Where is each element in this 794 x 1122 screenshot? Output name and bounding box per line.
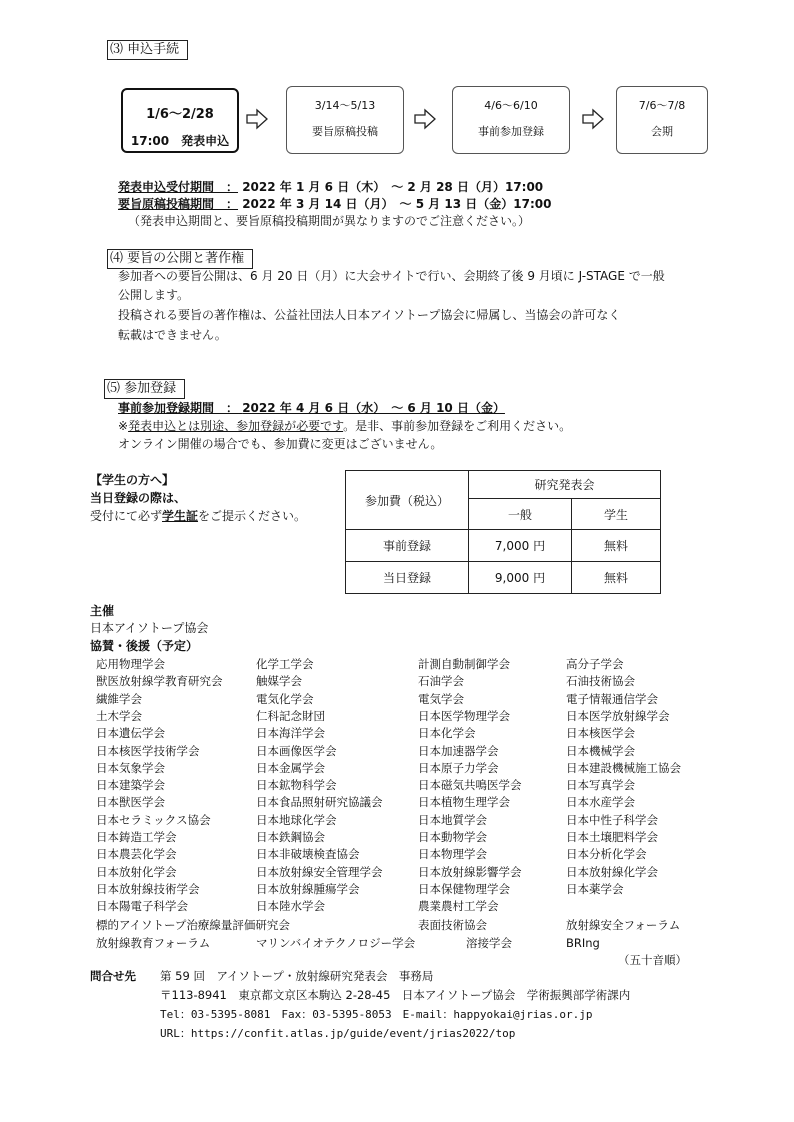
fee-header-group: 研究発表会: [469, 471, 661, 499]
organizer-item: 日本分析化学会: [566, 847, 647, 862]
organizer-item: 電気学会: [418, 691, 464, 706]
section-heading-application: ⑶ 申込手続: [107, 40, 188, 60]
abstract-period: [118, 196, 552, 213]
presentation-period: [118, 179, 543, 196]
organizer-item: 日本磁気共鳴医学会: [418, 778, 522, 793]
organizer-item: 日本医学物理学会: [418, 708, 510, 723]
organizer-item: 日本物理学会: [418, 847, 487, 862]
organizer-item: 日本海洋学会: [256, 726, 325, 741]
organizer-item: 農業農村工学会: [418, 899, 499, 914]
organizer-item: 日本水産学会: [566, 795, 635, 810]
student-line-2c: をご提示ください。: [198, 509, 307, 523]
student-id-card: 学生証: [162, 509, 199, 523]
fee-row-label: 事前登録: [346, 530, 469, 562]
host-name: 日本アイソトープ協会: [90, 621, 209, 635]
copyright-text-2: 公開します。: [118, 288, 190, 302]
organizer-item: 日本核医学技術学会: [96, 743, 200, 758]
fee-general: 9,000 円: [469, 562, 572, 594]
organizer-item: 触媒学会: [256, 674, 302, 689]
organizer-item: 標的アイソトープ治療線量評価研究会: [96, 918, 290, 932]
registration-period-value: 2022 年 4 月 6 日（水） ～ 6 月 10 日（金）: [242, 401, 505, 415]
flow-step-date: 1/6～2/28: [146, 107, 214, 122]
organizer-item: 日本食品照射研究協議会: [256, 795, 383, 810]
flow-step-label: 事前参加登録: [478, 125, 544, 138]
flow-step-label: 要旨原稿投稿: [312, 125, 378, 138]
table-row: [346, 530, 661, 562]
organizer-item: BRIng: [566, 936, 600, 950]
registration-period-label: 事前参加登録期間 ：: [118, 401, 239, 415]
organizer-item: 日本放射線腫瘍学会: [256, 881, 360, 896]
contact-phone-email: Tel：03-5395-8081 Fax：03-5395-8053 E-mail：happyokai@jrias.or.jp: [160, 1008, 593, 1021]
organizer-item: 日本セラミックス協会: [96, 812, 211, 827]
fee-col-student: 学生: [572, 499, 661, 530]
organizer-item: 日本薬学会: [566, 881, 624, 896]
section-heading-registration: ⑸ 参加登録: [104, 379, 185, 399]
organizer-item: 日本核医学会: [566, 726, 635, 741]
student-title: 【学生の方へ】: [90, 473, 175, 487]
organizer-item: 日本獣医学会: [96, 795, 165, 810]
organizer-item: 日本放射化学会: [96, 864, 177, 879]
organizer-item: 日本写真学会: [566, 778, 635, 793]
host-label: 主催: [90, 604, 115, 618]
section-heading-copyright: ⑷ 要旨の公開と著作権: [107, 249, 253, 269]
organizer-item: マリンバイオテクノロジー学会: [256, 936, 416, 950]
organizer-item: 化学工学会: [256, 657, 314, 671]
abstract-period-label: 要旨原稿投稿期間 ：: [118, 197, 239, 211]
organizer-item: 表面技術協会: [418, 918, 487, 932]
organizer-item: 石油技術協会: [566, 674, 635, 689]
fee-table: [345, 470, 661, 594]
fee-header-left: 参加費（税込）: [346, 471, 469, 530]
organizer-item: 放射線教育フォーラム: [96, 936, 211, 950]
fee-student: 無料: [572, 530, 661, 562]
table-row: [346, 562, 661, 594]
organizer-item: 日本中性子科学会: [566, 812, 658, 827]
presentation-period-label: 発表申込受付期間 ：: [118, 180, 239, 194]
note-rest: 。是非、事前参加登録をご利用ください。: [343, 419, 572, 433]
organizer-item: 日本植物生理学会: [418, 795, 510, 810]
arrow-right-icon: [246, 108, 268, 130]
organizer-item: 日本放射線化学会: [566, 864, 658, 879]
fee-col-general: 一般: [469, 499, 572, 530]
flow-step-date: 4/6～6/10: [484, 99, 538, 112]
registration-note-1: [118, 418, 571, 435]
organizer-item: 日本陽電子科学会: [96, 899, 188, 914]
arrow-right-icon: [414, 108, 436, 130]
arrow-right-icon: [582, 108, 604, 130]
organizer-item: 日本機械学会: [566, 743, 635, 758]
organizer-item: 溶接学会: [466, 936, 512, 950]
organizer-item: 日本鉱物科学会: [256, 778, 337, 793]
organizer-item: 日本土壌肥料学会: [566, 830, 658, 844]
organizer-item: 日本農芸化学会: [96, 847, 177, 862]
contact-address: 〒113-8941 東京都文京区本駒込 2-28-45 日本アイソトープ協会 学術振興部学術課内: [160, 988, 631, 1002]
order-note: （五十音順）: [618, 953, 687, 967]
organizer-item: 石油学会: [418, 674, 464, 689]
flow-step-abstract: [286, 86, 404, 154]
organizer-item: 日本放射線影響学会: [418, 864, 522, 879]
flow-step-date: 7/6～7/8: [638, 99, 686, 112]
organizer-item: 日本加速器学会: [418, 743, 499, 758]
organizer-item: 電子情報通信学会: [566, 691, 658, 706]
organizer-item: 日本放射線安全管理学会: [256, 864, 383, 879]
registration-note-2: オンライン開催の場合でも、参加費に変更はございません。: [118, 437, 443, 451]
registration-period: [118, 400, 505, 417]
organizer-item: 獣医放射線学教育研究会: [96, 674, 223, 689]
student-line-2a: 受付にて必ず: [90, 509, 163, 523]
organizer-item: 日本建築学会: [96, 778, 165, 793]
flow-step-date: 3/14～5/13: [314, 99, 376, 112]
flow-step-presentation: [121, 88, 239, 153]
flow-step-label: 会期: [651, 125, 673, 138]
organizer-item: 日本動物学会: [418, 830, 487, 844]
organizer-item: 繊維学会: [96, 691, 142, 706]
student-line-1: 当日登録の際は、: [90, 491, 187, 505]
organizer-item: 電気化学会: [256, 691, 314, 706]
copyright-text-1: 参加者への要旨公開は、6 月 20 日（月）に大会サイトで行い、会期終了後 9 月頃に J-STAGE で一般: [118, 269, 665, 283]
abstract-period-value: 2022 年 3 月 14 日（月） ～ 5 月 13 日（金）17:00: [242, 197, 552, 211]
organizer-item: 日本非破壊検査協会: [256, 847, 360, 862]
flow-step-session: [616, 86, 708, 154]
organizer-item: 日本放射線技術学会: [96, 881, 200, 896]
period-note: （発表申込期間と、要旨原稿投稿期間が異なりますのでご注意ください。）: [128, 214, 531, 228]
organizer-item: 放射線安全フォーラム: [566, 918, 681, 932]
organizer-item: 日本遺伝学会: [96, 726, 165, 741]
organizer-item: 日本気象学会: [96, 760, 165, 775]
copyright-text-4: 転載はできません。: [118, 328, 227, 342]
organizer-item: 日本建設機械施工協会: [566, 760, 681, 775]
organizer-item: 仁科記念財団: [256, 708, 325, 723]
flow-step-label: 17:00 発表申込: [130, 134, 230, 148]
organizer-item: 日本保健物理学会: [418, 881, 510, 896]
presentation-period-value: 2022 年 1 月 6 日（木） ～ 2 月 28 日（月）17:00: [242, 180, 544, 194]
organizer-item: 高分子学会: [566, 657, 624, 671]
fee-general: 7,000 円: [469, 530, 572, 562]
copyright-text-3: 投稿される要旨の著作権は、公益社団法人日本アイソトープ協会に帰属し、当協会の許可なく: [118, 308, 621, 322]
contact-url: URL：https://confit.atlas.jp/guide/event/jrias2022/top: [160, 1027, 516, 1040]
organizer-item: 計測自動制御学会: [418, 657, 510, 671]
organizer-item: 日本地球化学会: [256, 812, 337, 827]
organizer-item: 日本地質学会: [418, 812, 487, 827]
contact-label: 問合せ先: [90, 969, 136, 983]
organizer-item: 日本画像医学会: [256, 743, 337, 758]
contact-office: 第 59 回 アイソトープ・放射線研究発表会 事務局: [160, 969, 434, 983]
organizer-item: 日本鋳造工学会: [96, 830, 177, 844]
organizer-item: 日本原子力学会: [418, 760, 499, 775]
organizer-item: 日本陸水学会: [256, 899, 325, 914]
student-line-2: [90, 508, 306, 525]
organizer-item: 土木学会: [96, 708, 142, 723]
organizer-item: 日本医学放射線学会: [566, 708, 670, 723]
fee-student: 無料: [572, 562, 661, 594]
flow-step-registration: [452, 86, 570, 154]
organizer-item: 日本鉄鋼協会: [256, 830, 325, 844]
organizer-item: 日本金属学会: [256, 760, 325, 775]
note-mark: ※: [118, 419, 129, 433]
support-label: 協賛・後援（予定）: [90, 639, 199, 653]
note-emphasis: 発表申込とは別途、参加登録が必要です: [128, 419, 344, 433]
fee-row-label: 当日登録: [346, 562, 469, 594]
organizer-item: 応用物理学会: [96, 657, 165, 671]
organizer-item: 日本化学会: [418, 726, 476, 741]
